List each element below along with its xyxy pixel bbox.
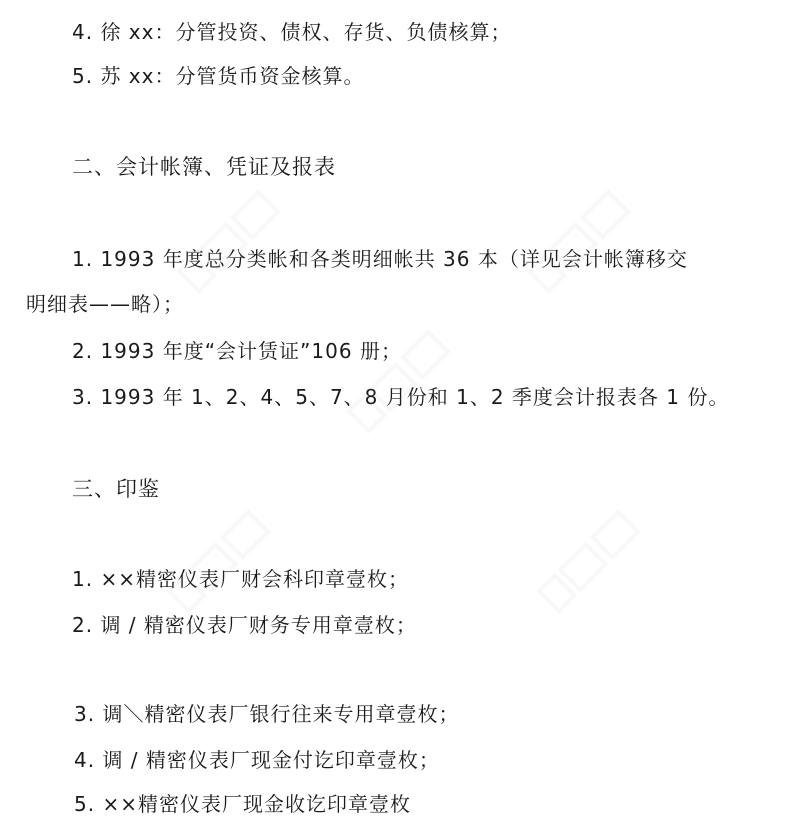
watermark-logo <box>533 503 646 616</box>
duty-item-4: 4. 徐 xx：分管投资、债权、存货、负债核算； <box>72 20 512 44</box>
watermark-logo <box>523 183 636 296</box>
section-heading-3: 三、印鉴 <box>72 477 160 501</box>
ledger-item-1: 1. 1993 年度总分类帐和各类明细帐共 36 本（详见会计帐簿移交 <box>72 247 688 271</box>
seal-item-1: 1. ××精密仪表厂财会科印章壹枚； <box>72 567 409 591</box>
watermark-logo <box>163 503 276 616</box>
seal-item-5: 5. ××精密仪表厂现金收讫印章壹枚 <box>74 792 411 816</box>
seal-item-2: 2. 调 / 精密仪表厂财务专用章壹枚； <box>72 613 417 637</box>
section-heading-2: 二、会计帐簿、凭证及报表 <box>72 155 336 179</box>
watermark-logo <box>173 183 286 296</box>
ledger-item-1-continuation: 明细表——略）； <box>26 292 184 316</box>
seal-item-3: 3. 调＼精密仪表厂银行往来专用章壹枚； <box>74 702 460 726</box>
seal-item-4: 4. 调 / 精密仪表厂现金付讫印章壹枚； <box>74 748 440 772</box>
ledger-item-3: 3. 1993 年 1、2、4、5、7、8 月份和 1、2 季度会计报表各 1 份。 <box>72 385 730 409</box>
duty-item-5: 5. 苏 xx：分管货币资金核算。 <box>72 64 365 88</box>
ledger-item-2: 2. 1993 年度“会计赁证”106 册； <box>72 339 402 363</box>
